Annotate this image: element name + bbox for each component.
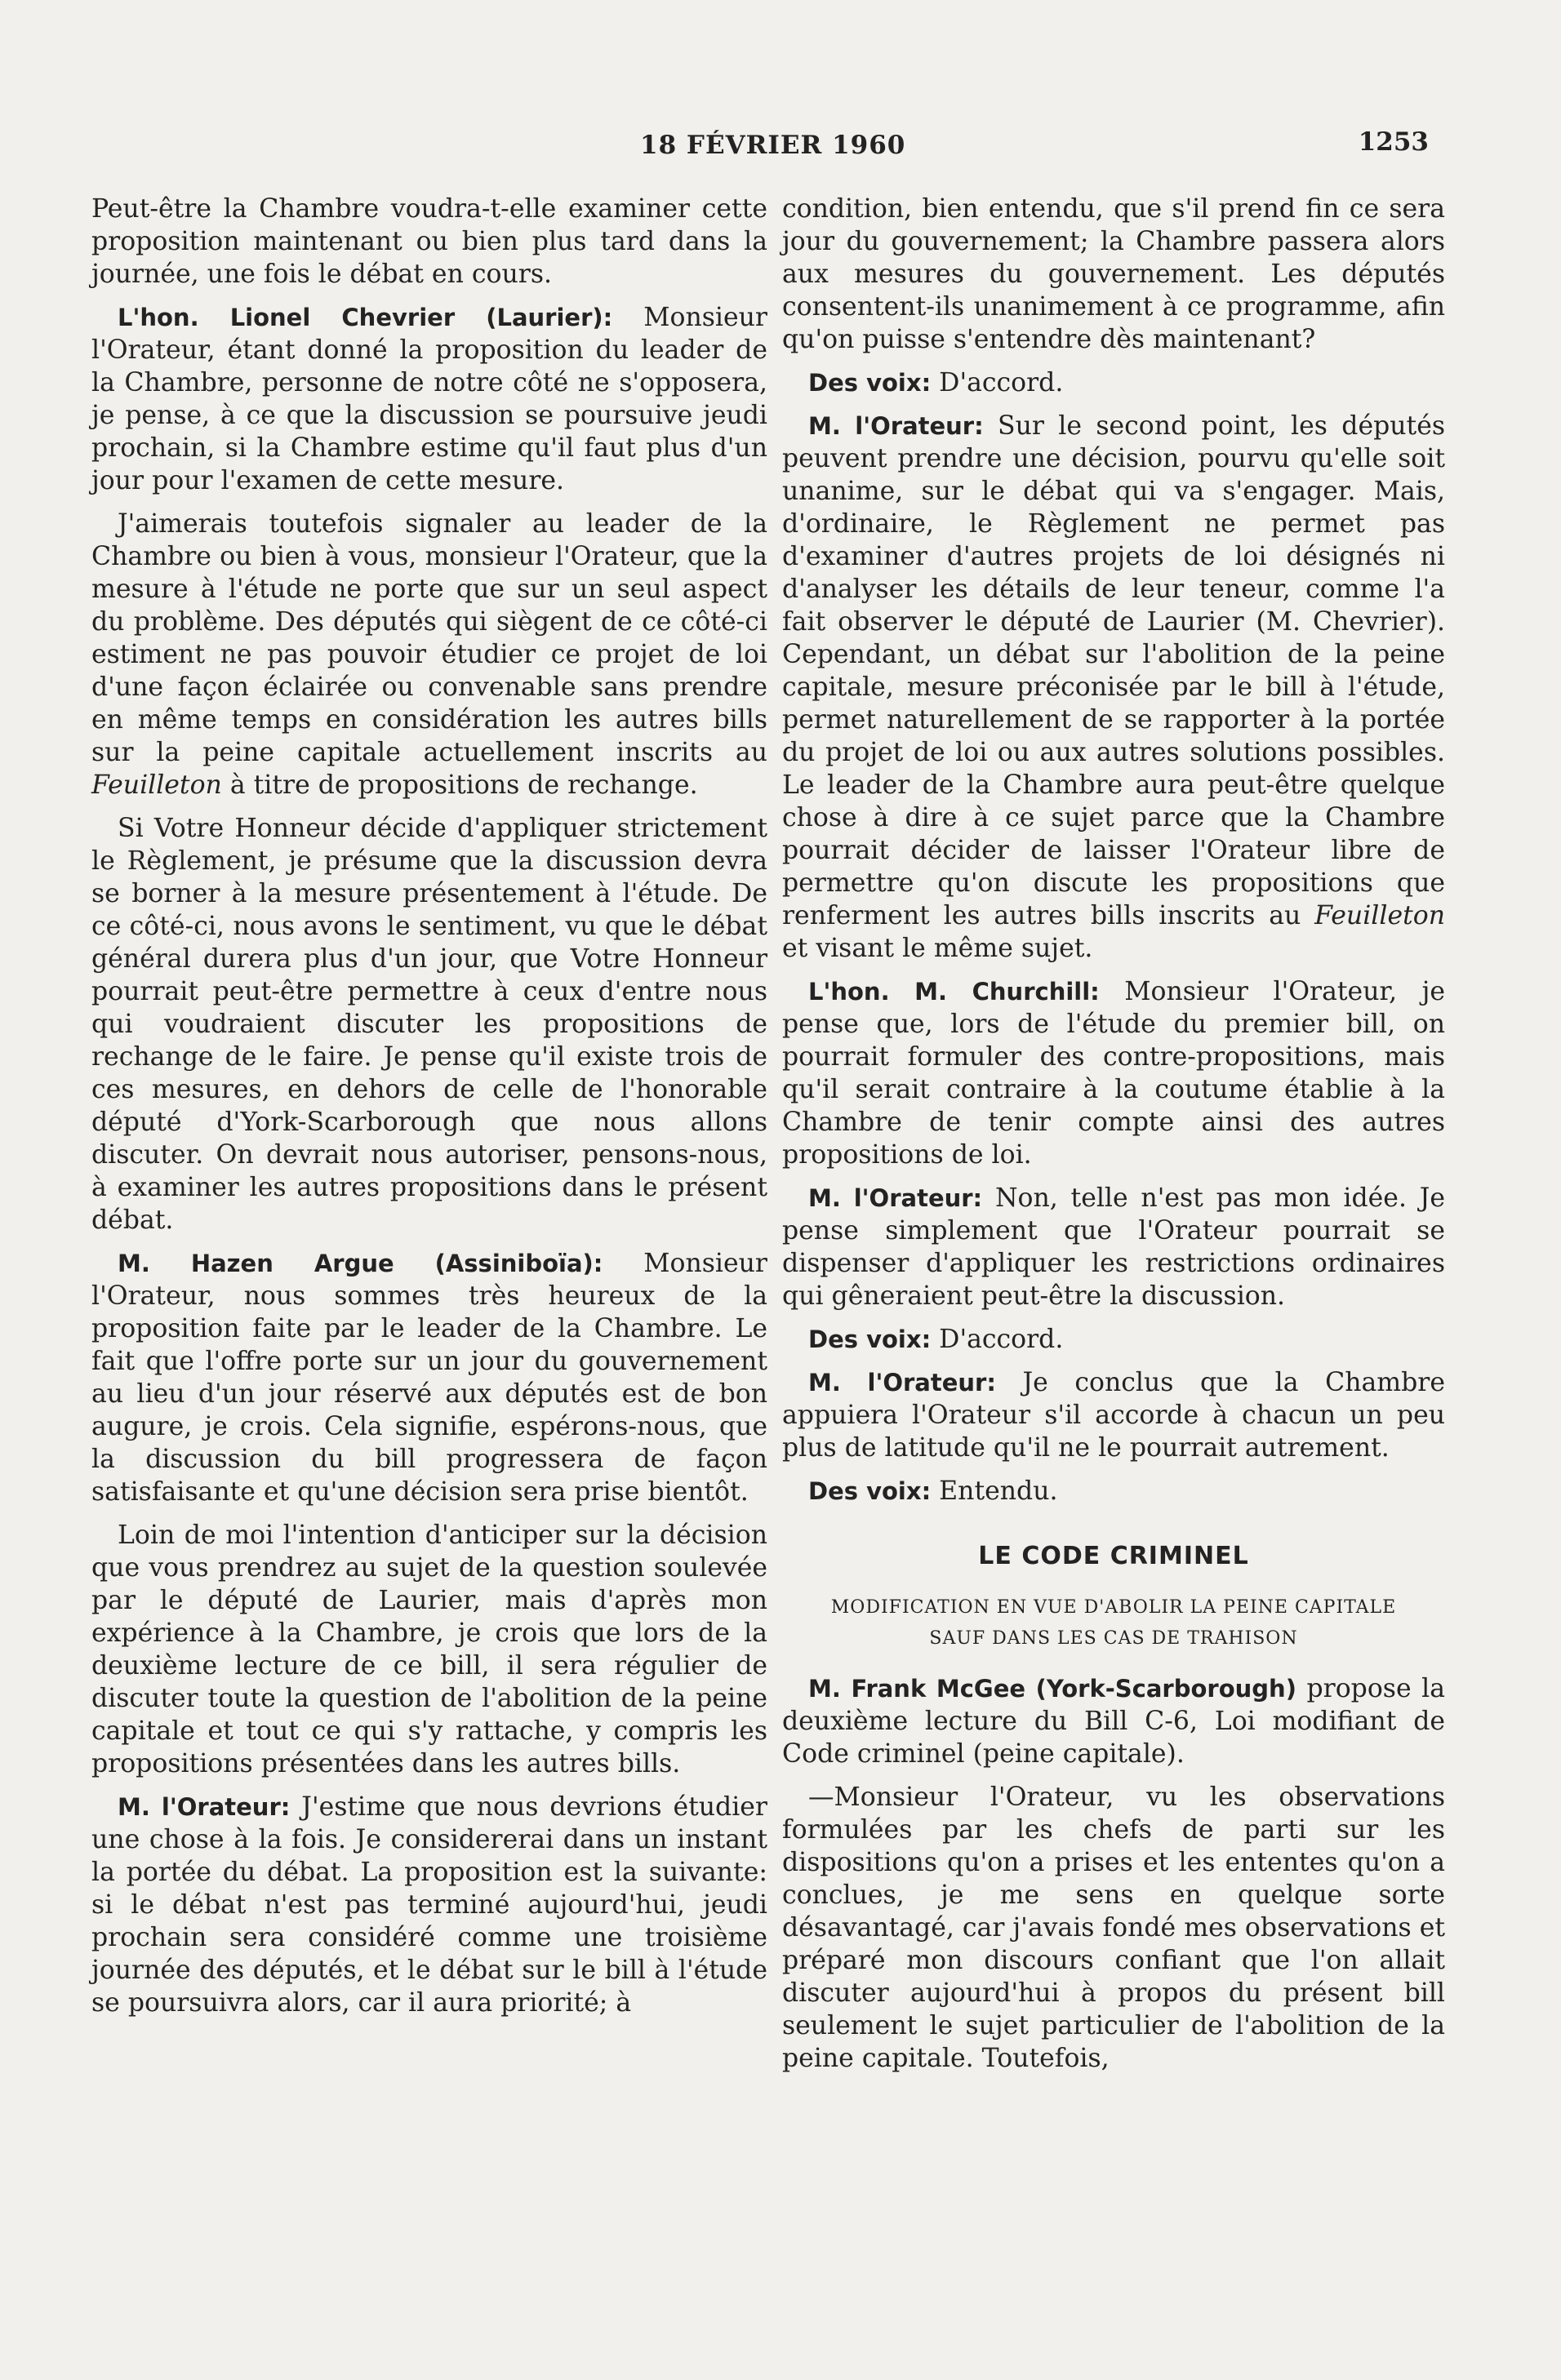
paragraph (782, 1323, 1445, 1356)
paragraph-text: —Monsieur l'Orateur, vu les observations formulées par les chefs de parti sur les dispositions qu'on a prises et les ententes qu'on a conclues, je me sens en quelque sorte désavantagé, car j'avais fondé mes observations et préparé mon discours confiant que l'on allait discuter aujourd'hui à propos du présent bill seulement le sujet particulier de l'abolition de la peine capitale. Toutefois, (782, 1783, 1445, 2073)
paragraph-text: D'accord. (931, 1325, 1064, 1354)
paragraph-text: condition, bien entendu, que s'il prend fin ce sera jour du gouvernement; la Chambre passera alors aux mesures du gouvernement. Les députés consentent-ils unanimement à ce programme, afin qu'on puisse s'entendre dès maintenant? (782, 194, 1445, 354)
paragraph (91, 301, 767, 497)
right-column (782, 193, 1445, 2085)
paragraph-text: Sur le second point, les députés peuvent prendre une décision, pourvu qu'elle soit unanime, sur le débat qui va s'engager. Mais, d'ordinaire, le Règlement ne permet pas d'examiner d'autres projets de loi désignés ni d'analyser les détails de leur teneur, comme l'a fait observer le député de Laurier (M. Chevrier). Cependant, un débat sur l'abolition de la peine capitale, mesure préconisée par le bill à l'étude, permet naturellement de se rapporter à la portée du projet de loi ou aux autres solutions possibles. Le leader de la Chambre aura peut-être quelque chose à dire à ce sujet parce que la Chambre pourrait décider de laisser l'Orateur libre de permettre qu'on discute les propositions que renferment les autres bills inscrits au (782, 411, 1445, 930)
speaker-name: Des voix: (808, 369, 932, 397)
italic-text: Feuilleton (1314, 901, 1445, 930)
paragraph-text: Monsieur l'Orateur, je pense que, lors de l'étude du premier bill, on pourrait formuler des contre-propositions, mais qu'il serait contraire à la coutume établie à la Chambre de tenir compte ainsi des autres propositions de loi. (782, 977, 1445, 1170)
speaker-name: M. l'Orateur: (808, 412, 984, 440)
speaker-name: M. l'Orateur: (808, 1184, 983, 1212)
page-number: 1253 (1358, 127, 1429, 157)
paragraph (91, 1791, 767, 2019)
page-header (0, 126, 1561, 168)
paragraph (91, 812, 767, 1237)
paragraph (91, 1519, 767, 1780)
paragraph (782, 366, 1445, 399)
paragraph-text: Si Votre Honneur décide d'appliquer strictement le Règlement, je présume que la discussion devra se borner à la mesure présentement à l'étude. De ce côté-ci, nous avons le sentiment, vu que le débat général durera plus d'un jour, que Votre Honneur pourrait peut-être permettre à ceux d'entre nous qui voudraient discuter les propositions de rechange de le faire. Je pense qu'il existe trois de ces mesures, en dehors de celle de l'honorable député d'York-Scarborough que nous allons discuter. On devrait nous autoriser, pensons-nous, à examiner les autres propositions dans le présent débat. (91, 814, 767, 1235)
speaker-name: M. l'Orateur: (808, 1369, 996, 1396)
section-title: LE CODE CRIMINEL (978, 1542, 1249, 1570)
paragraph (782, 975, 1445, 1171)
paragraph (91, 1247, 767, 1508)
paragraph-text: Entendu. (931, 1476, 1058, 1506)
paragraph-text: Je conclus que la Chambre appuiera l'Orateur s'il accorde à chacun un peu plus de latitude qu'il ne le pourrait autrement. (782, 1368, 1445, 1463)
paragraph-text: J'estime que nous devrions étudier une chose à la fois. Je considererai dans un instant la portée du débat. La proposition est la suivante: si le débat n'est pas terminé aujourd'hui, jeudi prochain sera considéré comme une troisième journée des députés, et le débat sur le bill à l'étude se poursuivra alors, car il aura priorité; à (91, 1792, 767, 2018)
speaker-name: L'hon. Lionel Chevrier (Laurier): (118, 304, 613, 331)
speaker-name: M. Hazen Argue (Assiniboïa): (118, 1250, 603, 1277)
paragraph-text: propose la deuxième lecture du Bill C-6, Loi modifiant de Code criminel (peine capitale). (782, 1674, 1445, 1769)
italic-text: Feuilleton (91, 770, 222, 800)
paragraph (782, 1781, 1445, 2075)
paragraph (91, 193, 767, 291)
paragraph (782, 410, 1445, 965)
paragraph-text: Peut-être la Chambre voudra-t-elle examiner cette proposition maintenant ou bien plus tard dans la journée, une fois le débat en cours. (91, 194, 767, 289)
paragraph-text: Non, telle n'est pas mon idée. Je pense simplement que l'Orateur pourrait se dispenser d'appliquer les restrictions ordinaires qui gêneraient peut-être la discussion. (782, 1183, 1446, 1311)
paragraph-text: et visant le même sujet. (782, 934, 1093, 963)
speaker-name: M. l'Orateur: (118, 1793, 291, 1821)
section-subtitle: MODIFICATION EN VUE D'ABOLIR LA PEINE CAPITALE SAUF DANS LES CAS DE TRAHISON (830, 1597, 1397, 1649)
speaker-name: L'hon. M. Churchill: (808, 978, 1100, 1006)
paragraph (782, 193, 1445, 356)
paragraph (782, 1182, 1445, 1312)
speaker-name: Des voix: (808, 1325, 932, 1353)
paragraph-text: J'aimerais toutefois signaler au leader de la Chambre ou bien à vous, monsieur l'Orateur, que la mesure à l'étude ne porte que sur un seul aspect du problème. Des députés qui siègent de ce côté-ci estiment ne pas pouvoir étudier ce projet de loi d'une façon éclairée ou convenable sans prendre en même temps en considération les autres bills sur la peine capitale actuellement inscrits au (91, 509, 767, 767)
paragraph (91, 508, 767, 801)
paragraph-text: D'accord. (931, 368, 1064, 397)
header-date: 18 FÉVRIER 1960 (640, 131, 906, 160)
speaker-name: M. Frank McGee (York-Scarborough) (808, 1675, 1296, 1703)
left-column (91, 193, 767, 2030)
paragraph-text: à titre de propositions de rechange. (221, 770, 698, 800)
speaker-name: Des voix: (808, 1477, 932, 1505)
paragraph-text: Monsieur l'Orateur, nous sommes très heureux de la proposition faite par le leader de la Chambre. Le fait que l'offre porte sur un jour du gouvernement au lieu d'un jour réservé aux députés est de bon augure, je crois. Cela signifie, espérons-nous, que la discussion du bill progressera de façon satisfaisante et qu'une décision sera prise bientôt. (91, 1249, 767, 1507)
paragraph-text: Monsieur l'Orateur, étant donné la proposition du leader de la Chambre, personne de notre côté ne s'opposera, je pense, à ce que la discussion se poursuive jeudi prochain, si la Chambre estime qu'il faut plus d'un jour pour l'examen de cette mesure. (91, 303, 767, 495)
paragraph (782, 1475, 1445, 1507)
paragraph (782, 1366, 1445, 1464)
paragraph (782, 1672, 1445, 1770)
paragraph-text: Loin de moi l'intention d'anticiper sur la décision que vous prendrez au sujet de la question soulevée par le député de Laurier, mais d'après mon expérience à la Chambre, je crois que lors de la deuxième lecture de ce bill, il sera régulier de discuter toute la question de l'abolition de la peine capitale et tout ce qui s'y rattache, y compris les propositions présentées dans les autres bills. (91, 1521, 767, 1778)
